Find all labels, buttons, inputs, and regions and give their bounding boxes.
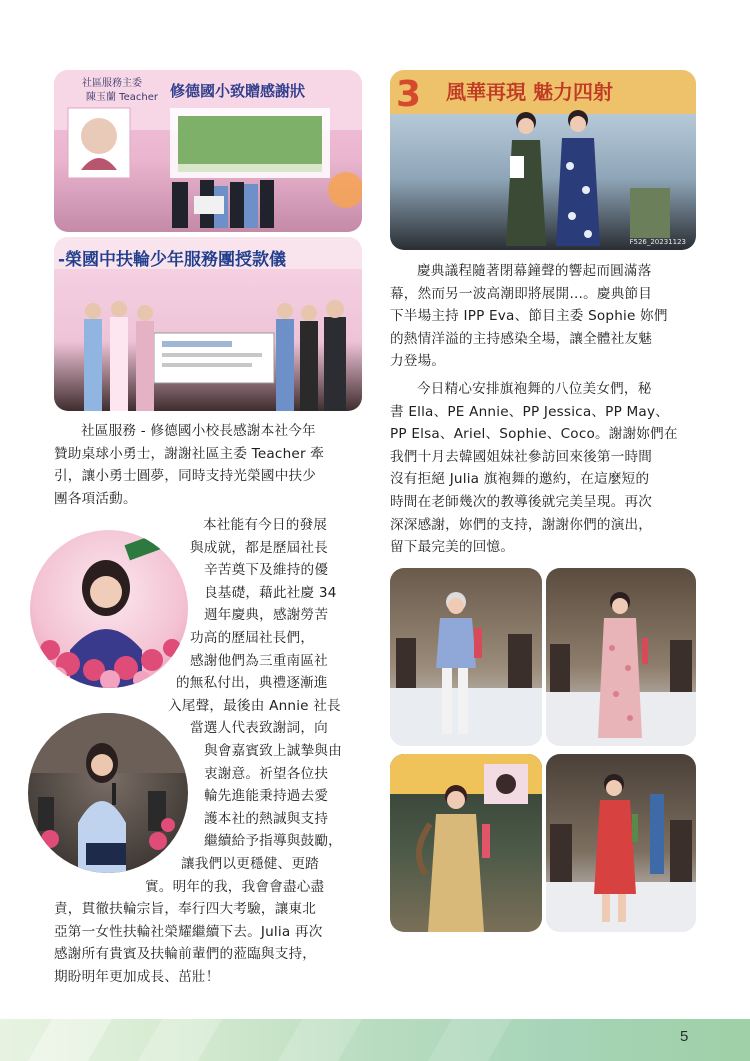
caption-line: 社區服務 - 修德國小校長感謝本社今年 [81,423,316,439]
body-line: 本社能有今日的發展 [203,517,328,533]
body-line: 留下最完美的回憶。 [390,539,515,556]
body-line: 沒有拒絕 Julia 旗袍舞的邀約，在這麼短的 [390,471,650,488]
body-line: 辛苦奠下及維持的優 [204,562,329,579]
caption-line: 團各項活動。 [54,490,137,507]
body-line: 感謝所有貴賓及扶輪前輩們的蒞臨與支持， [54,946,317,963]
caption-line: 引，讓小勇士圓夢，同時支持光榮國中扶少 [54,468,317,485]
photo-hosts-on-stage [390,70,696,250]
body-line: 深深感謝，妳們的支持，謝謝你們的演出， [390,516,653,533]
body-line: 讓我們以更穩健、更踏 [181,855,319,872]
award-banner: -榮國中扶輪少年服務團授款儀 [58,250,287,270]
left-body-text [54,514,362,988]
certificate-banner: 修德國小致贈感謝狀 [170,82,306,100]
body-line: 的無私付出，典禮逐漸進 [176,675,328,692]
body-line: 時間在老師幾次的教導後就完美呈現。再次 [390,493,653,510]
footer-stripe [278,1019,362,1061]
stage-banner: 風華再現 魅力四射 [446,80,613,104]
photo-runway-gold-qipao [390,754,542,932]
footer-stripe [428,1019,512,1061]
footer-stripe [28,1019,112,1061]
photo-scholarship-award [54,237,362,411]
caption-line: 贊助桌球小勇士，謝謝社區主委 Teacher 牽 [54,445,325,462]
photo-runway-pink-qipao [546,568,696,746]
body-line: 護本社的熱誠與支持 [204,810,329,827]
body-line: 感謝他們為三重南區社 [190,652,328,669]
body-line: 與成就，都是歷屆社長 [190,539,328,556]
body-line: 今日精心安排旗袍舞的八位美女們，秘 [417,381,652,397]
body-line: 週年慶典，感謝勞苦 [204,607,329,624]
body-line: PP Elsa、Ariel、Sophie、Coco。謝謝妳們在 [390,426,678,443]
svg-text:3: 3 [396,74,422,115]
body-line: 力登場。 [390,353,446,370]
body-line: 慶典議程隨著閉幕鐘聲的響起而圓滿落 [417,263,652,279]
page-number: 5 [680,1028,689,1045]
photo-runway-blue-jacket [390,568,542,746]
body-line: 期盼明年更加成長、茁壯！ [54,968,220,985]
photo-stamp: F526_20231123 [629,238,686,246]
body-line: 我們十月去韓國姐妹社參訪回來後第一時間 [390,448,653,465]
body-line: 幕，然而另一波高潮即將展開…。慶典節目 [390,285,653,302]
runway-blue-jacket-illustration [390,568,542,746]
photo-runway-red-dress [546,754,696,932]
left-caption [54,420,362,510]
photo-certificate-ceremony [54,70,362,232]
right-paragraph-1 [390,260,696,373]
body-line: 良基礎，藉此社慶 34 [204,584,337,601]
teacher-name-line1: 社區服務主委 [82,78,142,89]
body-line: 入尾聲，最後由 Annie 社長 [168,697,341,714]
body-line: 下半場主持 IPP Eva、節目主委 Sophie 妳們 [390,308,668,325]
body-line: 繼續給予指導與鼓勵， [204,833,342,850]
body-line: 書 Ella、PE Annie、PP Jessica、PP May、 [390,403,669,420]
body-line: 亞第一女性扶輪社榮耀繼續下去。Julia 再次 [54,923,323,940]
body-line: 與會嘉賓致上誠摯與由 [204,742,342,759]
body-line: 責，貫徹扶輪宗旨，奉行四大考驗，讓東北 [54,901,317,918]
runway-gold-qipao-illustration [390,754,542,932]
right-paragraph-2 [390,378,696,559]
footer-stripe [138,1019,222,1061]
teacher-name-line2: 陳玉蘭 Teacher [86,92,158,103]
footer-band [0,1019,750,1061]
body-line: 當選人代表致謝詞，向 [190,720,328,737]
body-line: 的熱情洋溢的主持感染全場，讓全體社友魅 [390,330,653,347]
body-line: 功高的歷屆社長們， [190,629,315,646]
body-line: 衷謝意。祈望各位扶 [204,765,329,782]
body-line: 實。明年的我，我會會盡心盡 [145,878,325,895]
body-line: 輪先進能秉持過去愛 [204,788,329,805]
runway-red-dress-illustration [546,754,696,932]
runway-pink-qipao-illustration [546,568,696,746]
